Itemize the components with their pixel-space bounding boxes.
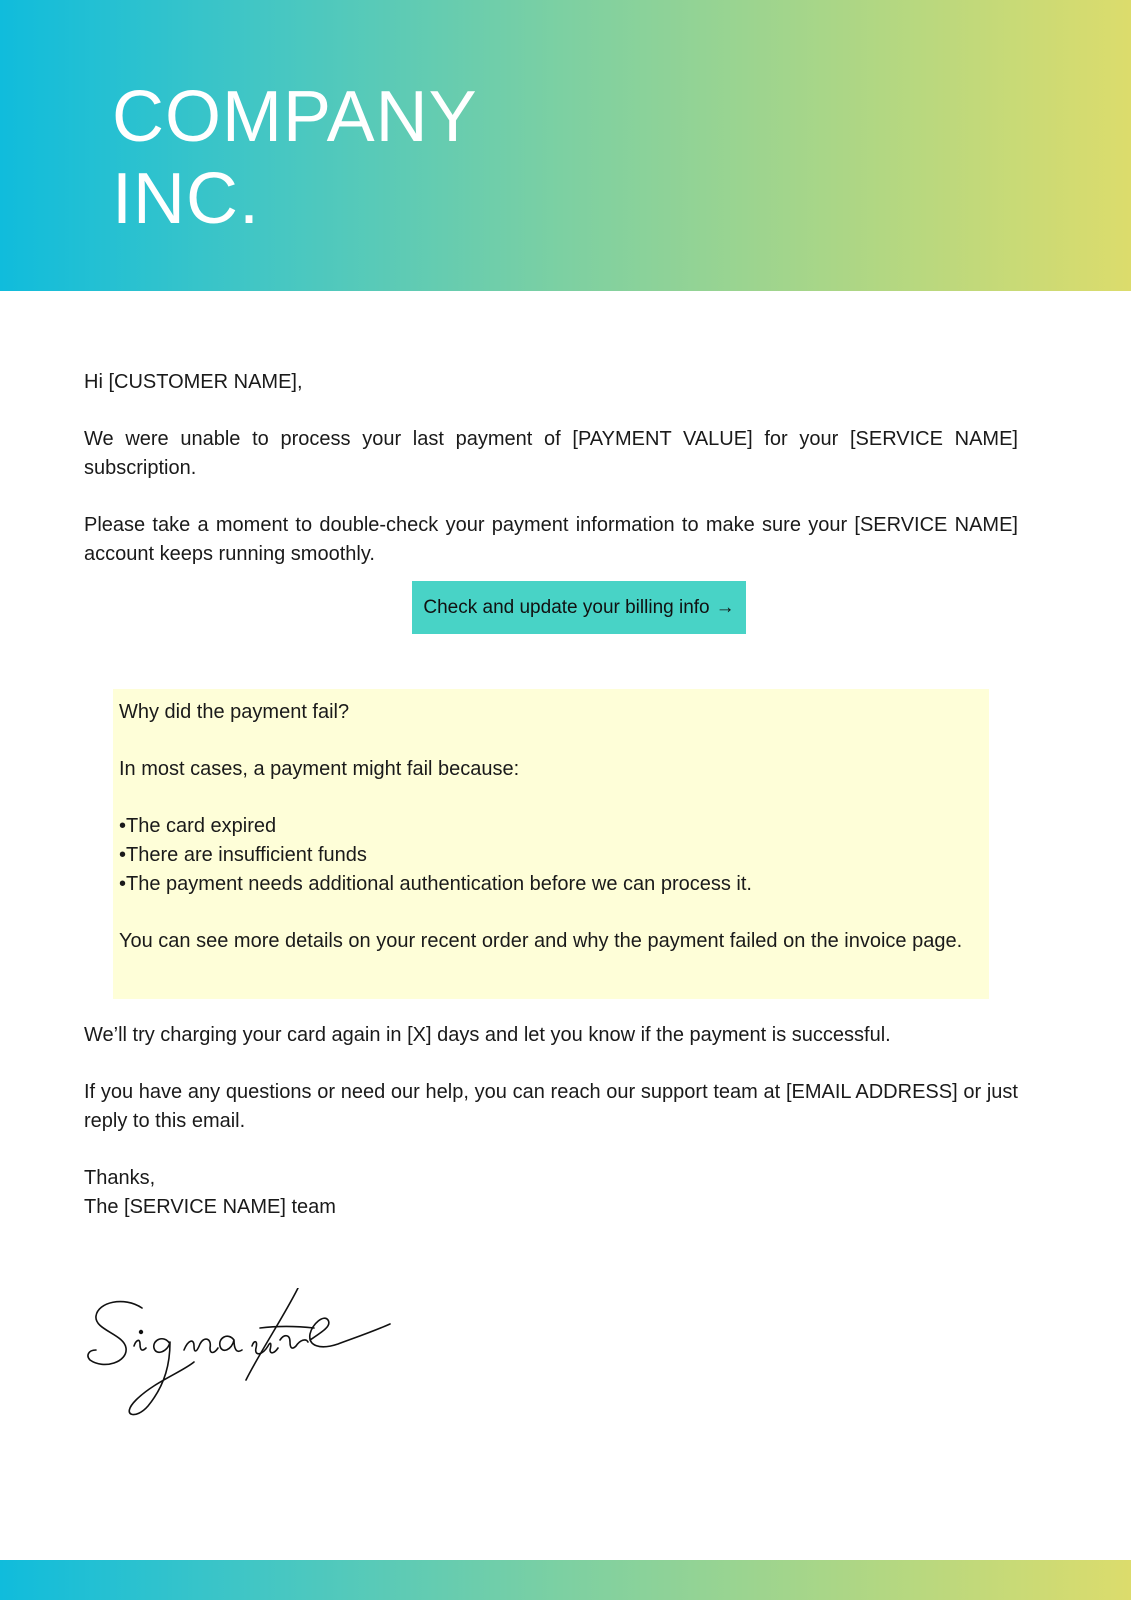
payment-fail-info-box: [113, 689, 989, 999]
retry-paragraph: We’ll try charging your card again in [X] days and let you know if the payment is successful.: [84, 1024, 891, 1046]
info-box-intro: In most cases, a payment might fail because:: [119, 758, 520, 780]
update-billing-button[interactable]: [412, 581, 746, 634]
company-name: [112, 76, 478, 240]
support-paragraph: If you have any questions or need our help, you can reach our support team at [EMAIL ADDRESS] or just reply to this email.: [84, 1081, 1018, 1132]
email-body: [84, 368, 1018, 1222]
fail-reasons-list: [119, 812, 983, 899]
company-name-line-1: COMPANY: [112, 77, 478, 157]
signoff: Thanks,: [84, 1167, 156, 1189]
list-item: • The payment needs additional authentication before we can process it.: [119, 870, 983, 899]
list-item: • The card expired: [119, 812, 983, 841]
payment-failed-paragraph: We were unable to process your last payment of [PAYMENT VALUE] for your [SERVICE NAME] subscription.: [84, 428, 1018, 479]
greeting: Hi [CUSTOMER NAME],: [84, 371, 303, 393]
header-banner: [0, 0, 1131, 291]
company-name-line-2: INC.: [112, 159, 260, 239]
footer-banner: [0, 1560, 1131, 1600]
info-box-details: You can see more details on your recent order and why the payment failed on the invoice page.: [119, 930, 963, 952]
signature-image: [84, 1288, 404, 1428]
list-item: • There are insufficient funds: [119, 841, 983, 870]
check-payment-paragraph: Please take a moment to double-check your payment information to make sure your [SERVICE NAME] account keeps running smoothly.: [84, 514, 1018, 565]
info-box-heading: Why did the payment fail?: [119, 701, 350, 723]
arrow-right-icon: →: [715, 596, 735, 618]
cta-wrapper: [84, 569, 1018, 661]
team-name: The [SERVICE NAME] team: [84, 1196, 336, 1218]
update-billing-button-label: Check and update your billing info: [423, 596, 710, 618]
